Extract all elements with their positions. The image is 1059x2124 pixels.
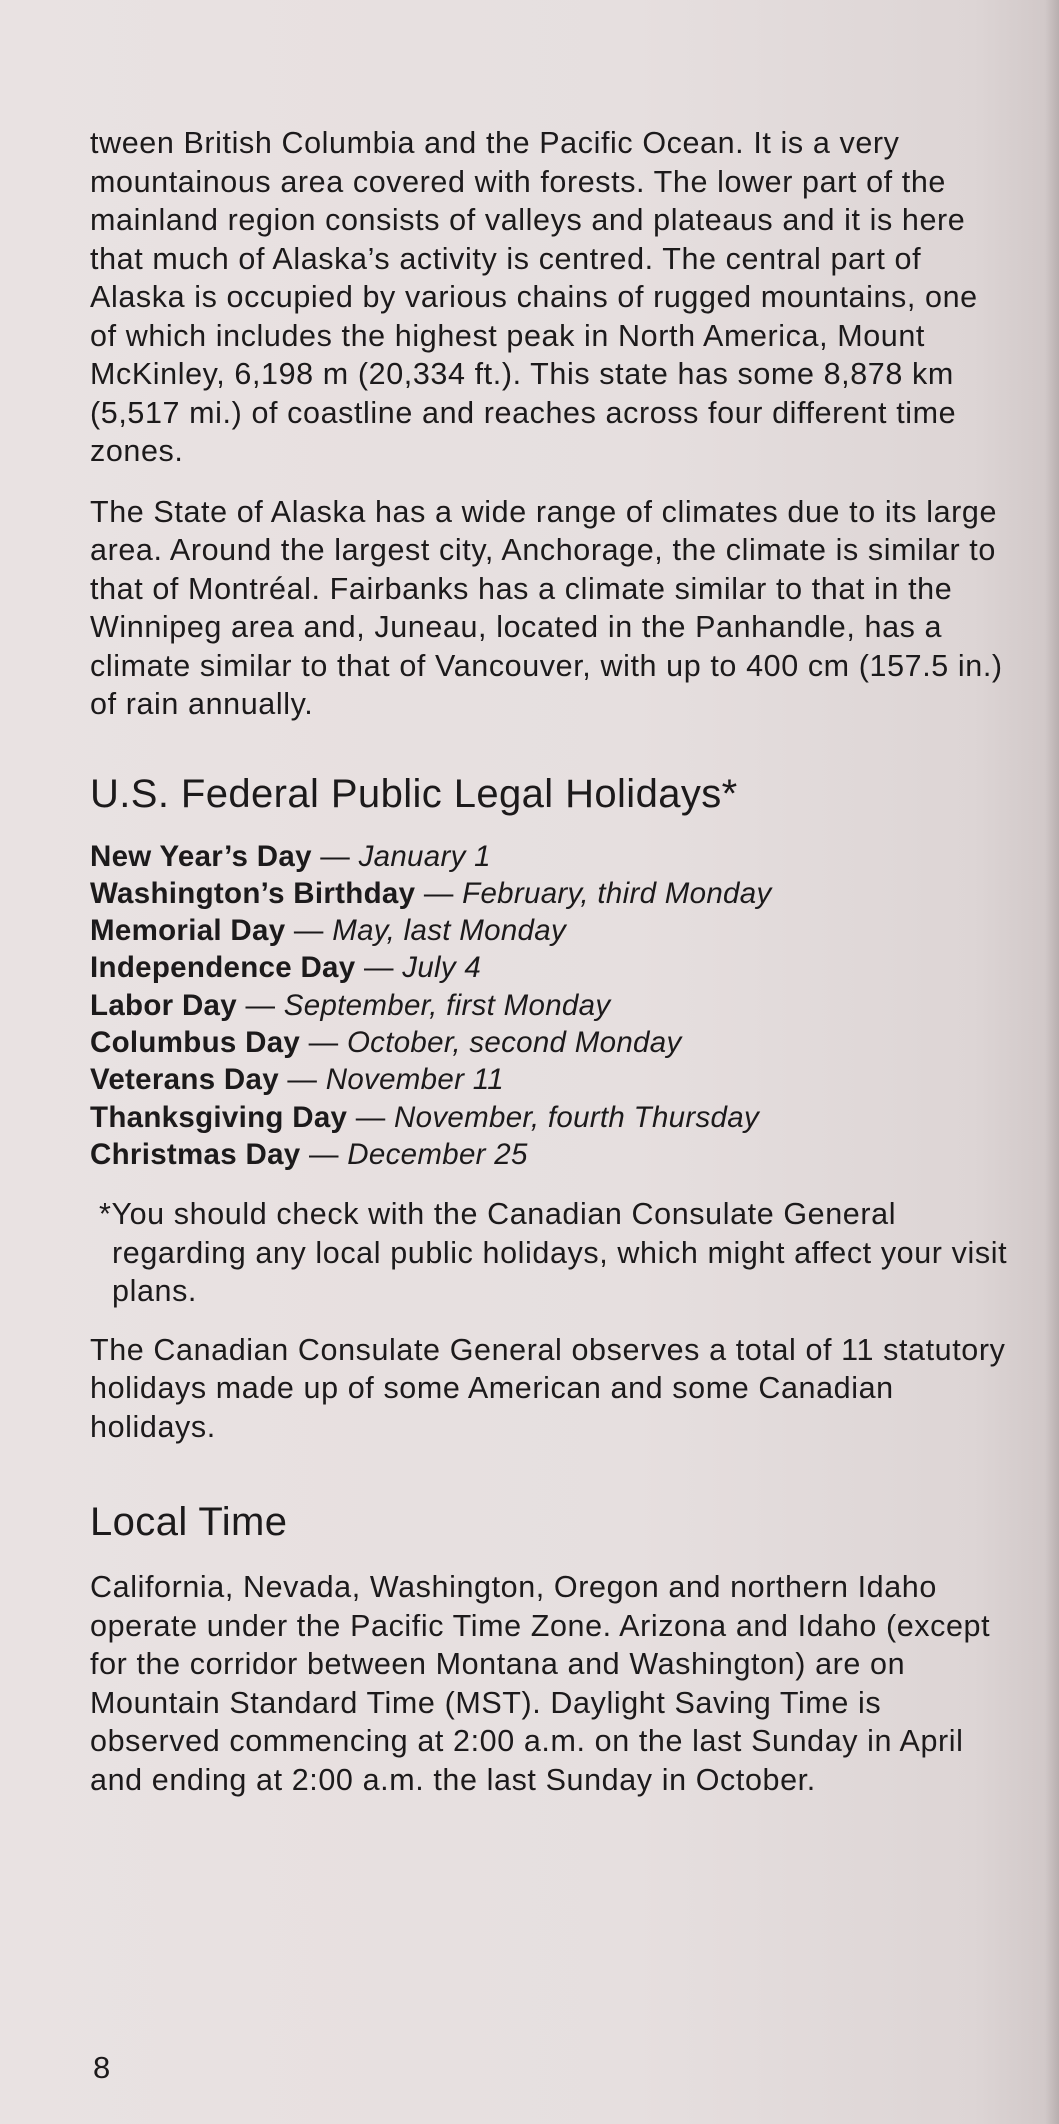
- holiday-date: November, fourth Thursday: [394, 1100, 759, 1134]
- alaska-geography-paragraph: tween British Columbia and the Pacific Ocean. It is a very mountainous area covered with forests. The lower part of the mainland region consists of valleys and plateaus and it is here that much of Alaska’s activity is centred. The central part of Alaska is occupied by various chains of rugged mountains, one of which includes the highest peak in North America, Mount McKinley, 6,198 m (20,334 ft.). This state has some 8,878 km (5,517 mi.) of coastline and reaches across four different time zones.: [90, 126, 978, 468]
- holiday-separator: —: [355, 951, 403, 985]
- local-time-heading: Local Time: [90, 1500, 288, 1545]
- holiday-name: Thanksgiving Day: [90, 1100, 348, 1134]
- holiday-date: October, second Monday: [346, 1025, 682, 1059]
- holiday-separator: —: [278, 1063, 326, 1097]
- holidays-list: [90, 838, 1010, 1174]
- local-time-paragraph: California, Nevada, Washington, Oregon and northern Idaho operate under the Pacific Time Zone. Arizona and Idaho (except for the corridor between Montana and Washington) are on Mountain Standard Time (MST). Daylight Saving Time is observed commencing at 2:00 a.m. on the last Sunday in April and ending at 2:00 a.m. the last Sunday in October.: [90, 1570, 991, 1797]
- holiday-date: November 11: [325, 1063, 504, 1097]
- holiday-date: May, last Monday: [332, 914, 567, 948]
- page-edge-shadow: [1045, 0, 1059, 2124]
- holidays-heading: U.S. Federal Public Legal Holidays*: [90, 771, 738, 816]
- holiday-separator: —: [415, 876, 463, 910]
- holiday-item: [90, 1099, 1010, 1136]
- holiday-item: [90, 987, 1010, 1024]
- holiday-separator: —: [236, 988, 284, 1022]
- holiday-date: July 4: [402, 951, 482, 985]
- holiday-name: Labor Day: [90, 988, 237, 1022]
- holiday-item: [90, 1024, 1010, 1061]
- holiday-item: [90, 875, 1010, 912]
- holiday-item: [90, 838, 1010, 875]
- holiday-name: Veterans Day: [90, 1063, 279, 1097]
- holiday-name: New Year’s Day: [90, 839, 312, 873]
- page-content: [90, 124, 1010, 1799]
- holiday-item: [90, 1061, 1010, 1098]
- page-number: 8: [93, 2050, 111, 2085]
- holiday-date: September, first Monday: [283, 988, 611, 1022]
- holiday-name: Washington’s Birthday: [90, 876, 416, 910]
- holidays-footnote: *You should check with the Canadian Consulate General regarding any local public holidays, which might affect your visit plans.: [99, 1197, 1008, 1309]
- holiday-item: [90, 949, 1010, 986]
- holiday-name: Independence Day: [90, 951, 356, 985]
- holiday-item: [90, 912, 1010, 949]
- alaska-climate-paragraph: The State of Alaska has a wide range of climates due to its large area. Around the largest city, Anchorage, the climate is similar to that of Montréal. Fairbanks has a climate similar to that in the Winnipeg area and, Juneau, located in the Panhandle, has a climate similar to that of Vancouver, with up to 400 cm (157.5 in.) of rain annually.: [90, 494, 1003, 721]
- holiday-separator: —: [285, 914, 333, 948]
- holiday-separator: —: [311, 839, 359, 873]
- holiday-date: January 1: [358, 839, 491, 873]
- holiday-name: Memorial Day: [90, 914, 286, 948]
- holiday-item: [90, 1136, 1010, 1173]
- holiday-name: Christmas Day: [90, 1137, 301, 1171]
- holiday-separator: —: [300, 1025, 347, 1059]
- holiday-date: December 25: [347, 1137, 528, 1171]
- holiday-separator: —: [300, 1137, 348, 1171]
- holiday-date: February, third Monday: [462, 876, 772, 910]
- consulate-holidays-paragraph: The Canadian Consulate General observes a total of 11 statutory holidays made up of some American and some Canadian holidays.: [90, 1332, 1006, 1444]
- holiday-name: Columbus Day: [90, 1025, 301, 1059]
- holiday-separator: —: [347, 1100, 395, 1134]
